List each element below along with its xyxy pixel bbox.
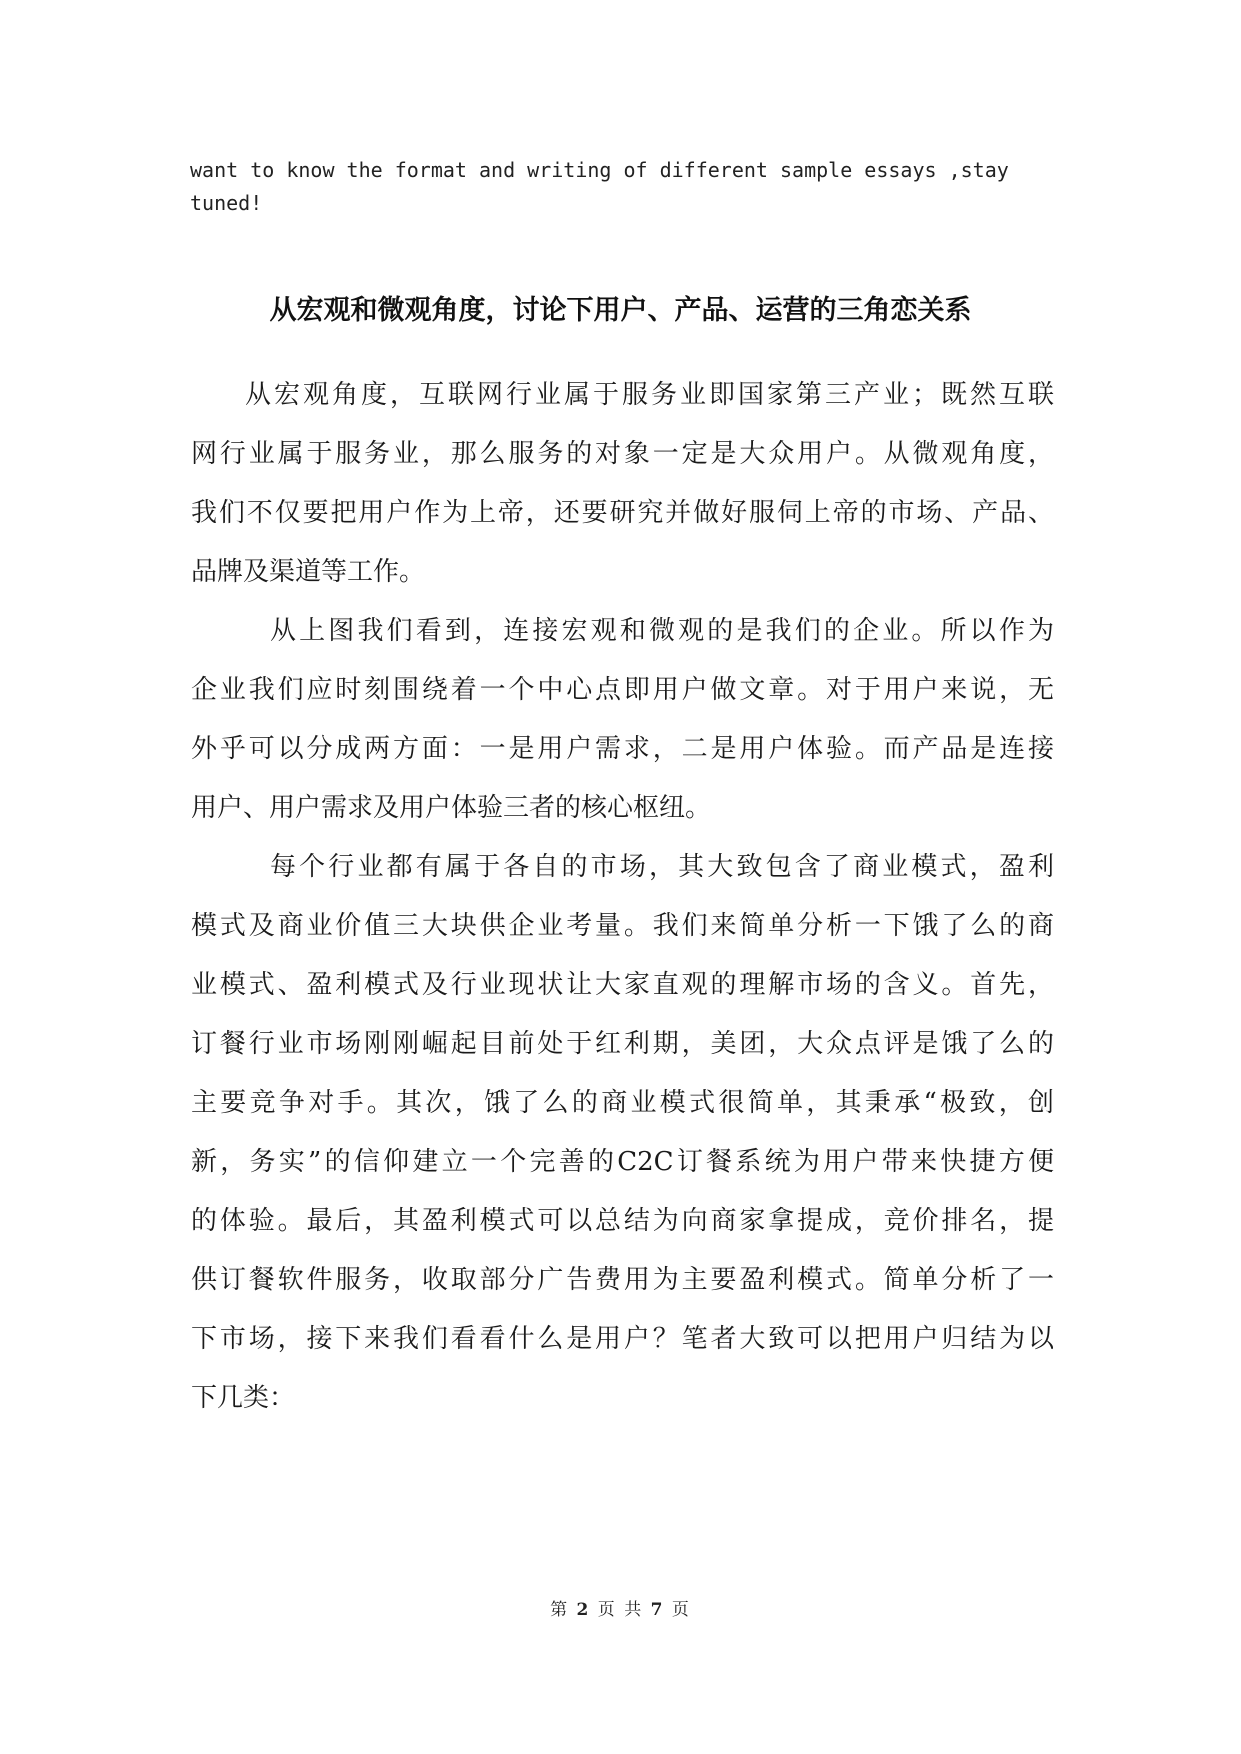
paragraph-3-line: 下市场，接下来我们看看什么是用户？笔者大致可以把用户归结为以: [191, 1324, 1054, 1354]
paragraph-3-line: 模式及商业价值三大块供企业考量。我们来简单分析一下饿了么的商: [191, 911, 1054, 941]
paragraph-3-line: 新，务实”的信仰建立一个完善的C2C订餐系统为用户带来快捷方便: [191, 1147, 1054, 1177]
paragraph-3-line: 供订餐软件服务，收取部分广告费用为主要盈利模式。简单分析了一: [191, 1265, 1054, 1295]
paragraph-1-line: 从宏观角度，互联网行业属于服务业即国家第三产业；既然互联: [245, 380, 1054, 410]
paragraph-3-line: 主要竞争对手。其次，饿了么的商业模式很简单，其秉承“极致，创: [191, 1088, 1054, 1118]
paragraph-3-line: 每个行业都有属于各自的市场，其大致包含了商业模式，盈利: [270, 852, 1054, 882]
footer-suffix: 页: [671, 1600, 691, 1620]
intro-text-line: tuned!: [190, 191, 263, 215]
paragraph-2-line: 从上图我们看到，连接宏观和微观的是我们的企业。所以作为: [270, 616, 1054, 646]
paragraph-1-line: 我们不仅要把用户作为上帝，还要研究并做好服伺上帝的市场、产品、: [191, 498, 1054, 528]
article-title: 从宏观和微观角度，讨论下用户、产品、运营的三角恋关系: [269, 295, 972, 326]
current-page-number: 2: [576, 1600, 591, 1620]
paragraph-2-line: 企业我们应时刻围绕着一个中心点即用户做文章。对于用户来说，无: [191, 675, 1054, 705]
paragraph-3-line: 业模式、盈利模式及行业现状让大家直观的理解市场的含义。首先，: [191, 970, 1054, 1000]
paragraph-2-line: 用户、用户需求及用户体验三者的核心枢纽。: [191, 793, 712, 823]
paragraph-1-line: 网行业属于服务业，那么服务的对象一定是大众用户。从微观角度，: [191, 439, 1054, 469]
intro-text-line: want to know the format and writing of different sample essays ,stay: [190, 158, 1009, 182]
paragraph-3-line: 订餐行业市场刚刚崛起目前处于红利期，美团，大众点评是饿了么的: [191, 1029, 1054, 1059]
paragraph-2-line: 外乎可以分成两方面：一是用户需求，二是用户体验。而产品是连接: [191, 734, 1054, 764]
total-page-count: 7: [650, 1600, 665, 1620]
paragraph-1-line: 品牌及渠道等工作。: [191, 557, 426, 587]
page-footer: [0, 1599, 1241, 1621]
footer-prefix: 第: [550, 1600, 570, 1620]
paragraph-3-line: 的体验。最后，其盈利模式可以总结为向商家拿提成，竞价排名，提: [191, 1206, 1054, 1236]
footer-middle: 页 共: [597, 1600, 644, 1620]
paragraph-3-line: 下几类：: [191, 1383, 296, 1413]
